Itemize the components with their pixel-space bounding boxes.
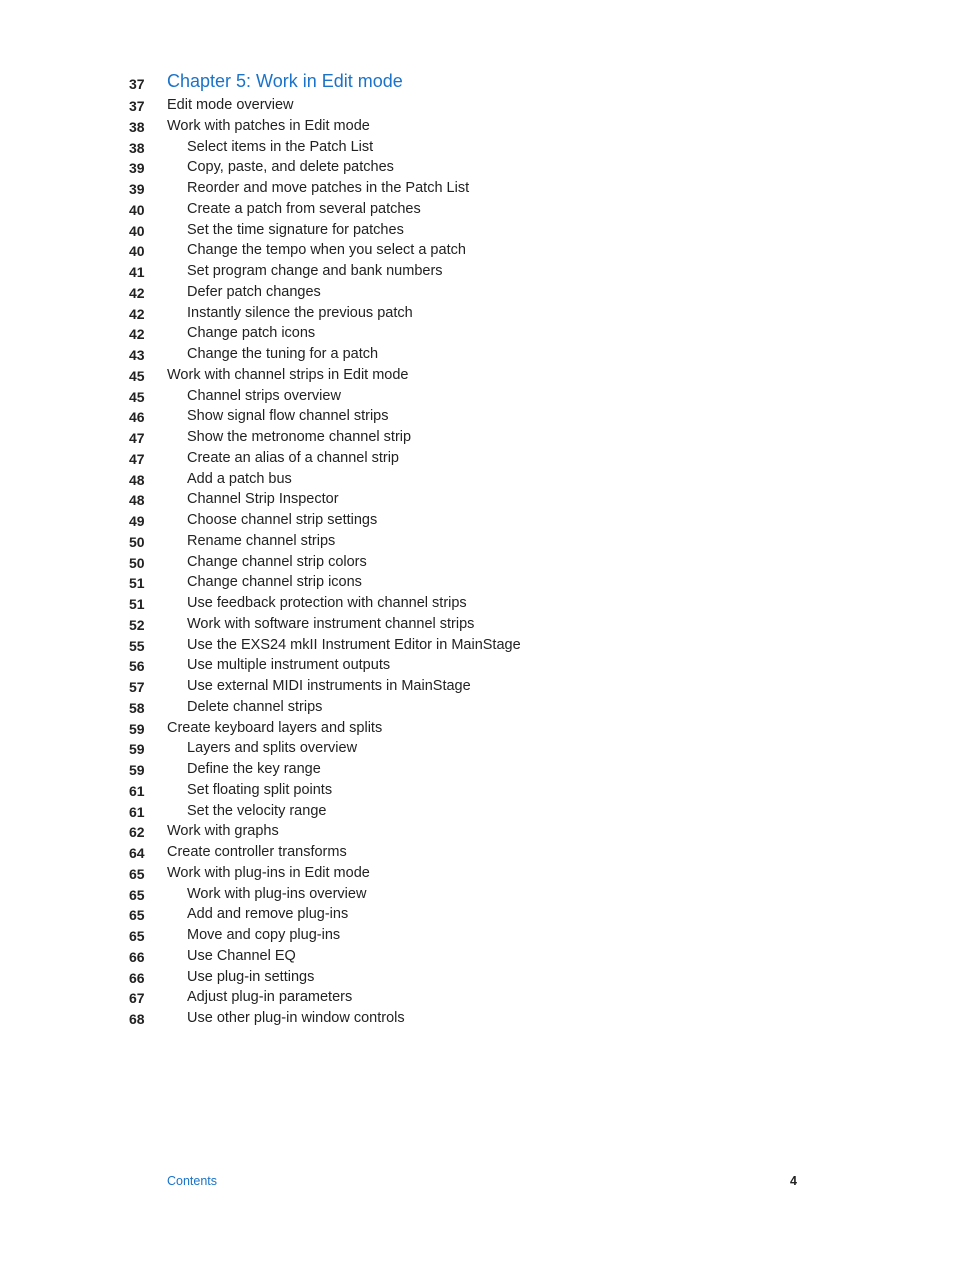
toc-entry-title[interactable]: Layers and splits overview [187, 740, 358, 757]
toc-entry[interactable] [0, 593, 954, 614]
toc-entry[interactable] [0, 95, 954, 116]
toc-entry[interactable] [0, 365, 954, 386]
toc-entry[interactable] [0, 406, 954, 427]
toc-entry[interactable] [0, 469, 954, 490]
toc-entry[interactable] [0, 697, 954, 718]
toc-entry[interactable] [0, 552, 954, 573]
toc-entry-page-number: 50 [129, 554, 145, 571]
toc-entry-title[interactable]: Move and copy plug-ins [187, 927, 341, 943]
toc-entry[interactable] [0, 1008, 954, 1029]
toc-entry[interactable] [0, 178, 954, 199]
toc-entry-page-number: 52 [129, 616, 145, 633]
toc-entry-page-number: 47 [129, 430, 145, 446]
toc-entry-page-number: 41 [129, 264, 145, 280]
toc-entry[interactable] [0, 655, 954, 676]
toc-entry[interactable] [0, 240, 954, 261]
footer-contents-link[interactable]: Contents [167, 1174, 218, 1188]
toc-entry-title[interactable]: Use multiple instrument outputs [187, 657, 391, 674]
footer-page-number: 4 [790, 1174, 797, 1188]
toc-entry-title[interactable]: Defer patch changes [187, 283, 321, 300]
toc-entry[interactable] [0, 676, 954, 697]
toc-entry-title[interactable]: Instantly silence the previous patch [187, 304, 413, 321]
toc-entry-title[interactable]: Set program change and bank numbers [187, 263, 443, 279]
toc-entry-title[interactable]: Set the time signature for patches [187, 221, 404, 238]
toc-entry-title[interactable]: Select items in the Patch List [187, 138, 374, 155]
toc-entry-page-number: 62 [129, 824, 145, 841]
toc-entry-title[interactable]: Work with plug-ins in Edit mode [167, 864, 370, 881]
toc-entry-title[interactable]: Work with patches in Edit mode [167, 117, 370, 134]
toc-entry[interactable] [0, 220, 954, 241]
toc-entry[interactable] [0, 821, 954, 842]
toc-entry[interactable] [0, 904, 954, 925]
toc-entry[interactable] [0, 282, 954, 303]
toc-entry[interactable] [0, 635, 954, 656]
toc-entry-title[interactable]: Create an alias of a channel strip [187, 449, 399, 466]
toc-entry-page-number: 68 [129, 1011, 145, 1027]
toc-entry[interactable] [0, 531, 954, 552]
toc-entry-page-number: 37 [129, 98, 145, 114]
toc-entry-title[interactable]: Reorder and move patches in the Patch List [187, 180, 470, 196]
toc-entry-page-number: 59 [129, 762, 145, 778]
toc-entry-title[interactable]: Set the velocity range [187, 802, 327, 819]
toc-entry-title[interactable]: Choose channel strip settings [187, 512, 378, 528]
toc-entry-page-number: 46 [129, 409, 145, 426]
toc-entry-page-number: 45 [129, 367, 145, 384]
toc-entry[interactable] [0, 199, 954, 220]
toc-entry-title[interactable]: Work with channel strips in Edit mode [167, 366, 409, 383]
toc-entry-title[interactable]: Work with plug-ins overview [187, 885, 367, 902]
toc-entry-page-number: 51 [129, 596, 145, 612]
toc-entry-title[interactable]: Add and remove plug-ins [187, 906, 349, 923]
toc-entry[interactable] [0, 884, 954, 905]
toc-entry[interactable] [0, 759, 954, 780]
toc-entry-page-number: 67 [129, 990, 145, 1007]
toc-entry[interactable] [0, 614, 954, 635]
toc-entry[interactable] [0, 863, 954, 884]
toc-entry-title[interactable]: Edit mode overview [167, 97, 294, 113]
toc-entry-title[interactable]: Use external MIDI instruments in MainStage [187, 678, 471, 694]
toc-entry-title[interactable]: Change the tuning for a patch [187, 346, 379, 362]
chapter-title[interactable]: Chapter 5: Work in Edit mode [167, 71, 403, 91]
toc-entry-title[interactable]: Change the tempo when you select a patch [187, 242, 466, 259]
chapter-heading-row[interactable] [0, 71, 954, 95]
toc-entry-title[interactable]: Use other plug-in window controls [187, 1010, 405, 1026]
toc-entry-title[interactable]: Channel Strip Inspector [187, 491, 339, 508]
toc-entry[interactable] [0, 137, 954, 158]
toc-entry-page-number: 42 [129, 305, 145, 322]
toc-entry[interactable] [0, 738, 954, 759]
toc-entry-title[interactable]: Add a patch bus [187, 470, 292, 487]
toc-entry-page-number: 39 [129, 181, 145, 197]
toc-entry[interactable] [0, 946, 954, 967]
toc-entry[interactable] [0, 303, 954, 324]
toc-entry-page-number: 48 [129, 492, 145, 509]
toc-entry-title[interactable]: Create a patch from several patches [187, 200, 421, 217]
toc-entry[interactable] [0, 925, 954, 946]
toc-entry-page-number: 59 [129, 720, 145, 737]
toc-entry[interactable] [0, 323, 954, 344]
toc-entry-page-number: 55 [129, 637, 145, 654]
toc-entry-title[interactable]: Channel strips overview [187, 387, 341, 404]
toc-entry[interactable] [0, 572, 954, 593]
toc-entry-title[interactable]: Create controller transforms [167, 844, 347, 860]
toc-entry[interactable] [0, 510, 954, 531]
toc-entry[interactable] [0, 386, 954, 407]
toc-entry[interactable] [0, 116, 954, 137]
toc-entry-page-number: 45 [129, 388, 145, 405]
toc-entry-page-number: 40 [129, 201, 145, 218]
toc-entry-title[interactable]: Show signal flow channel strips [187, 408, 389, 425]
toc-entry-page-number: 56 [129, 658, 145, 675]
toc-entry-page-number: 61 [129, 803, 145, 820]
toc-entry-title[interactable]: Delete channel strips [187, 698, 323, 715]
toc-entry[interactable] [0, 489, 954, 510]
toc-entry[interactable] [0, 842, 954, 863]
toc-entry[interactable] [0, 427, 954, 448]
toc-entry[interactable] [0, 967, 954, 988]
toc-entry[interactable] [0, 344, 954, 365]
toc-entry-page-number: 40 [129, 222, 145, 239]
toc-entry-page-number: 51 [129, 575, 145, 592]
toc-entry-title[interactable]: Show the metronome channel strip [187, 429, 412, 445]
toc-entry-title[interactable]: Use the EXS24 mkII Instrument Editor in MainStage [187, 636, 521, 653]
toc-entry-page-number: 65 [129, 907, 145, 924]
toc-entry-page-number: 48 [129, 471, 145, 488]
toc-entry-page-number: 64 [129, 845, 145, 861]
toc-entry[interactable] [0, 448, 954, 469]
toc-entry[interactable] [0, 261, 954, 282]
toc-entry[interactable] [0, 780, 954, 801]
toc-entry[interactable] [0, 718, 954, 739]
toc-entry-page-number: 66 [129, 969, 145, 986]
toc-entry-page-number: 57 [129, 679, 145, 695]
toc-entry-title[interactable]: Rename channel strips [187, 532, 336, 549]
toc-entry-page-number: 65 [129, 886, 145, 903]
table-of-contents [0, 71, 954, 1029]
toc-entry-title[interactable]: Work with software instrument channel strips [187, 615, 475, 632]
toc-entry-page-number: 58 [129, 699, 145, 716]
toc-entry-page-number: 49 [129, 513, 145, 529]
toc-entry[interactable] [0, 987, 954, 1008]
toc-entry-title[interactable]: Use plug-in settings [187, 968, 315, 985]
toc-entry-page-number: 38 [129, 139, 145, 156]
toc-entry-title[interactable]: Change channel strip icons [187, 574, 362, 591]
toc-entry-title[interactable]: Use Channel EQ [187, 947, 296, 964]
toc-entry-page-number: 65 [129, 928, 145, 944]
toc-entry-page-number: 47 [129, 450, 145, 467]
toc-entry-title[interactable]: Work with graphs [167, 823, 279, 840]
toc-entry-page-number: 39 [129, 160, 145, 177]
toc-entry-page-number: 50 [129, 533, 145, 550]
toc-entry-page-number: 42 [129, 284, 145, 301]
toc-entry-title[interactable]: Change patch icons [187, 325, 316, 342]
toc-entry-page-number: 59 [129, 741, 145, 758]
toc-entry-title[interactable]: Use feedback protection with channel strips [187, 595, 467, 611]
toc-entry-title[interactable]: Adjust plug-in parameters [187, 989, 353, 1006]
toc-entry[interactable] [0, 801, 954, 822]
toc-entry-title[interactable]: Create keyboard layers and splits [167, 719, 383, 736]
toc-entry-page-number: 65 [129, 865, 145, 882]
toc-entry-title[interactable]: Change channel strip colors [187, 553, 367, 570]
toc-entry-title[interactable]: Set floating split points [187, 781, 333, 798]
toc-entry-page-number: 66 [129, 948, 145, 965]
toc-entry[interactable] [0, 157, 954, 178]
toc-entry-title[interactable]: Define the key range [187, 761, 321, 777]
toc-entry-title[interactable]: Copy, paste, and delete patches [187, 159, 394, 176]
toc-entry-page-number: 42 [129, 326, 145, 343]
chapter-page-number: 37 [129, 76, 145, 92]
toc-entry-page-number: 38 [129, 118, 145, 135]
toc-entry-page-number: 43 [129, 347, 145, 363]
toc-entry-page-number: 61 [129, 782, 145, 799]
toc-entries [0, 95, 954, 1029]
toc-entry-page-number: 40 [129, 243, 145, 260]
